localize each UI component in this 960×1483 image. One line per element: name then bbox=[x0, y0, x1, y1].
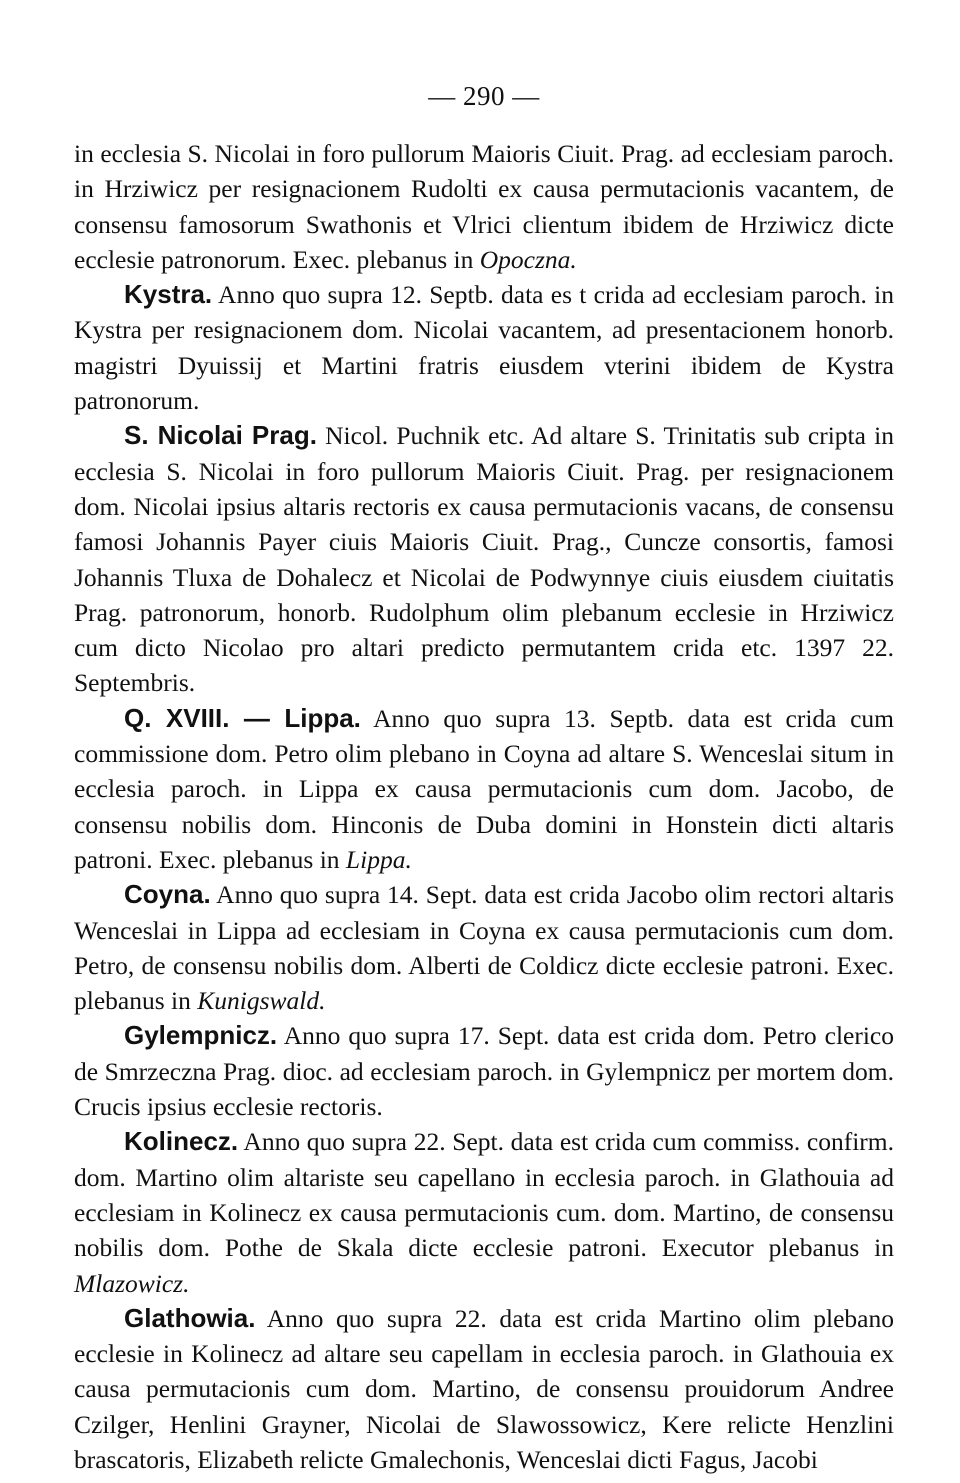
entry-paragraph bbox=[74, 277, 894, 418]
entry-text: Anno quo supra 22. data est crida Martino olim plebano ecclesie in Kolinecz ad altare seu capellam in ecclesia paroch. in Glathouia ex causa permutacionis cum dom. Martino, de consensu prouidorum Andree Czilger, Henlini Grayner, Nicolai de Slawossowicz, Kere relicte Henzlini brascatoris, Elizabeth relicte Gmalechonis, Wenceslai dicti Fagus, Jacobi bbox=[74, 1303, 894, 1474]
entry-heading: Q. XVIII. — Lippa. bbox=[124, 702, 361, 733]
entry-paragraph bbox=[74, 1124, 894, 1300]
document-body bbox=[74, 136, 894, 1477]
entry-paragraph bbox=[74, 1018, 894, 1124]
entry-paragraph bbox=[74, 877, 894, 1018]
place-name: Mlazowicz. bbox=[74, 1268, 190, 1298]
entry-text: Anno quo supra 13. Septb. data est crida cum commissione dom. Petro olim plebano in Coyna ad altare S. Wenceslai situm in ecclesia paroch. in Lippa ex causa permutacionis cum dom. Jacobo, de consensu nobilis dom. Hinconis de Duba domini in Honstein dicti altaris patroni. Exec. plebanus in bbox=[74, 703, 894, 874]
entry-heading: Coyna. bbox=[124, 879, 211, 910]
place-name: Opoczna. bbox=[479, 244, 577, 274]
entry-paragraph bbox=[74, 418, 894, 700]
entry-heading: S. Nicolai Prag. bbox=[124, 420, 317, 451]
entry-text: Anno quo supra 12. Septb. data es t crida ad ecclesiam paroch. in Kystra per resignacionem dom. Nicolai vacantem, ad presentacionem honorb. magistri Dyuissij et Martini fratris eiusdem vterini ibidem de Kystra patronorum. bbox=[74, 280, 894, 416]
entry-text: Anno quo supra 14. Sept. data est crida Jacobo olim rectori altaris Wenceslai in Lippa ad ecclesiam in Coyna ex causa permutacionis cum dom. Petro, de consensu nobilis dom. Alberti de Coldicz dicte ecclesie patroni. Exec. plebanus in bbox=[74, 880, 894, 1016]
place-name: Kunigswald. bbox=[197, 986, 326, 1016]
place-name: Lippa. bbox=[345, 844, 412, 874]
page-number: — 290 — bbox=[428, 81, 540, 111]
entry-paragraph bbox=[74, 701, 894, 877]
document-page bbox=[74, 78, 894, 1477]
entry-paragraph bbox=[74, 1301, 894, 1477]
entry-heading: Gylempnicz. bbox=[124, 1020, 278, 1051]
entry-paragraph bbox=[74, 136, 894, 277]
entry-text: Anno quo supra 22. Sept. data est crida cum commiss. confirm. dom. Martino olim altariste seu capellano in ecclesia paroch. in Glathouia ad ecclesiam in Kolinecz ex causa permutacionis cum. dom. Martino, de consensu nobilis dom. Pothe de Skala dicte ecclesie patroni. Executor plebanus in bbox=[74, 1127, 894, 1263]
entry-text: Anno quo supra 17. Sept. data est crida dom. Petro clerico de Smrzeczna Prag. dioc. ad ecclesiam paroch. in Gylempnicz per mortem dom. Crucis ipsius ecclesie rectoris. bbox=[74, 1021, 894, 1122]
entry-text: Nicol. Puchnik etc. Ad altare S. Trinitatis sub cripta in ecclesia S. Nicolai in foro pullorum Maioris Ciuit. Prag. per resignacionem dom. Nicolai ipsius altaris rectoris ex causa permutacionis vacans, de consensu famosi Johannis Payer ciuis Maioris Ciuit. Prag., Cuncze consortis, famosi Johannis Tluxa de Dohalecz et Nicolai de Podwynnye ciuis eiusdem ciuitatis Prag. patronorum, honorb. Rudolphum olim plebanum ecclesie in Hrziwicz cum dicto Nicolao pro altari predicto permutantem crida etc. 1397 22. Septembris. bbox=[74, 421, 894, 698]
entry-heading: Kystra. bbox=[124, 279, 213, 310]
entry-heading: Kolinecz. bbox=[124, 1126, 239, 1157]
entry-text: in ecclesia S. Nicolai in foro pullorum Maioris Ciuit. Prag. ad ecclesiam paroch. in Hrziwicz per resignacionem Rudolti ex causa permutacionis vacantem, de consensu famosorum Swathonis et Vlrici clientum ibidem de Hrziwicz dicte ecclesie patronorum. Exec. plebanus in bbox=[74, 139, 894, 274]
entry-heading: Glathowia. bbox=[124, 1302, 256, 1333]
